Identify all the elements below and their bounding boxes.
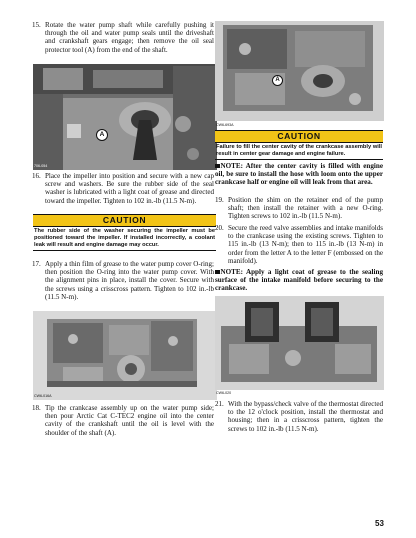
caution-box-impeller [33,214,216,251]
callout-a: A [272,75,283,86]
step-17 [32,260,214,301]
note-text: NOTE: Apply a light coat of grease to the sealing surface of the intake manifold before securing to the crankcase. [215,268,383,293]
step-text: Rotate the water pump shaft while carefully pushing it through the oil and water pump seals until the driveshaft and crankshaft gears engage; then remove the oil seal protector tool (A) from the end of the shaft. [45,21,214,54]
step-text: With the bypass/check valve of the thermostat directed to the 12 o'clock position, install the thermostat and housing; then in a crisscross pattern, tighten the screws to 102 in.-lb (11.5 N-m). [228,400,383,433]
step-number: 20. [215,224,224,232]
step-20 [215,224,383,265]
note-bullet-icon [215,270,220,275]
photo-crankshaft-cavity [215,21,384,121]
step-number: 16. [32,172,41,180]
step-number: 18. [32,404,41,412]
step-number: 15. [32,21,41,29]
step-19 [215,196,383,221]
step-text: Place the impeller into position and secure with a new cap screw and washers. Be sure the rubber side of the seal washer is lubricated with a light coat of grease and directed toward the impeller. Tighten to 102 in.-lb (11.5 N-m). [45,172,214,205]
step-text: Tip the crankcase assembly up on the water pump side; then pour Arctic Cat C-TEC2 engine oil into the center cavity of the crankshaft until the oil is level with the shoulder of the shaft (A). [45,404,214,437]
step-number: 21. [215,400,224,408]
step-text: Secure the reed valve assemblies and intake manifolds to the crankcase using the existing screws. Tighten to 115 in.-lb (13 N-m); then to 115 in.-lb (13 N-m) in order from the letter A to the letter F (embossed on the manifold). [228,224,383,265]
caution-box-center-cavity [215,130,383,160]
photo-code: 706-054 [34,164,48,168]
note-intake-manifold [215,268,383,293]
photo-reed-valves [215,296,384,390]
page-number: 53 [375,519,384,528]
step-text: Apply a thin film of grease to the water pump cover O-ring; then position the O-ring into the water pump cover. With the alignment pins in place, install the cover. Secure with the screws using a crisscross pattern. Tighten to 102 in.-lb (11.5 N-m). [45,260,214,301]
step-number: 19. [215,196,224,204]
step-16 [32,172,214,205]
caution-text: Failure to fill the center cavity of the crankcase assembly will result in center gear damage and engine failure. [215,143,383,160]
note-bullet-icon [215,164,220,169]
photo-oil-seal-protector [33,64,217,170]
step-text: Position the shim on the retainer end of the pump shaft; then install the retainer with a new O-ring. Tighten screws to 102 in.-lb (11.5 N-m). [228,196,383,221]
note-text: NOTE: After the center cavity is filled with engine oil, be sure to install the hose with loom onto the upper crankcase half or engine oil will leak from that area. [215,162,383,187]
step-21 [215,400,383,433]
caution-label: CAUTION [215,130,383,143]
photo-code: CW6-020 [216,391,232,395]
photo-code: CW6-693A [216,123,234,127]
caution-label: CAUTION [33,214,216,227]
callout-a: A [96,129,108,141]
caution-text: The rubber side of the washer securing the impeller must be positioned toward the impeller. If installed incorrectly, a coolant leak will result and engine damage may occur. [33,227,216,251]
step-number: 17. [32,260,41,268]
note-hose-loom [215,162,383,187]
step-15 [32,21,214,54]
step-18 [32,404,214,437]
photo-code: CW6-016A [34,394,52,398]
photo-water-pump-cover [33,311,217,400]
